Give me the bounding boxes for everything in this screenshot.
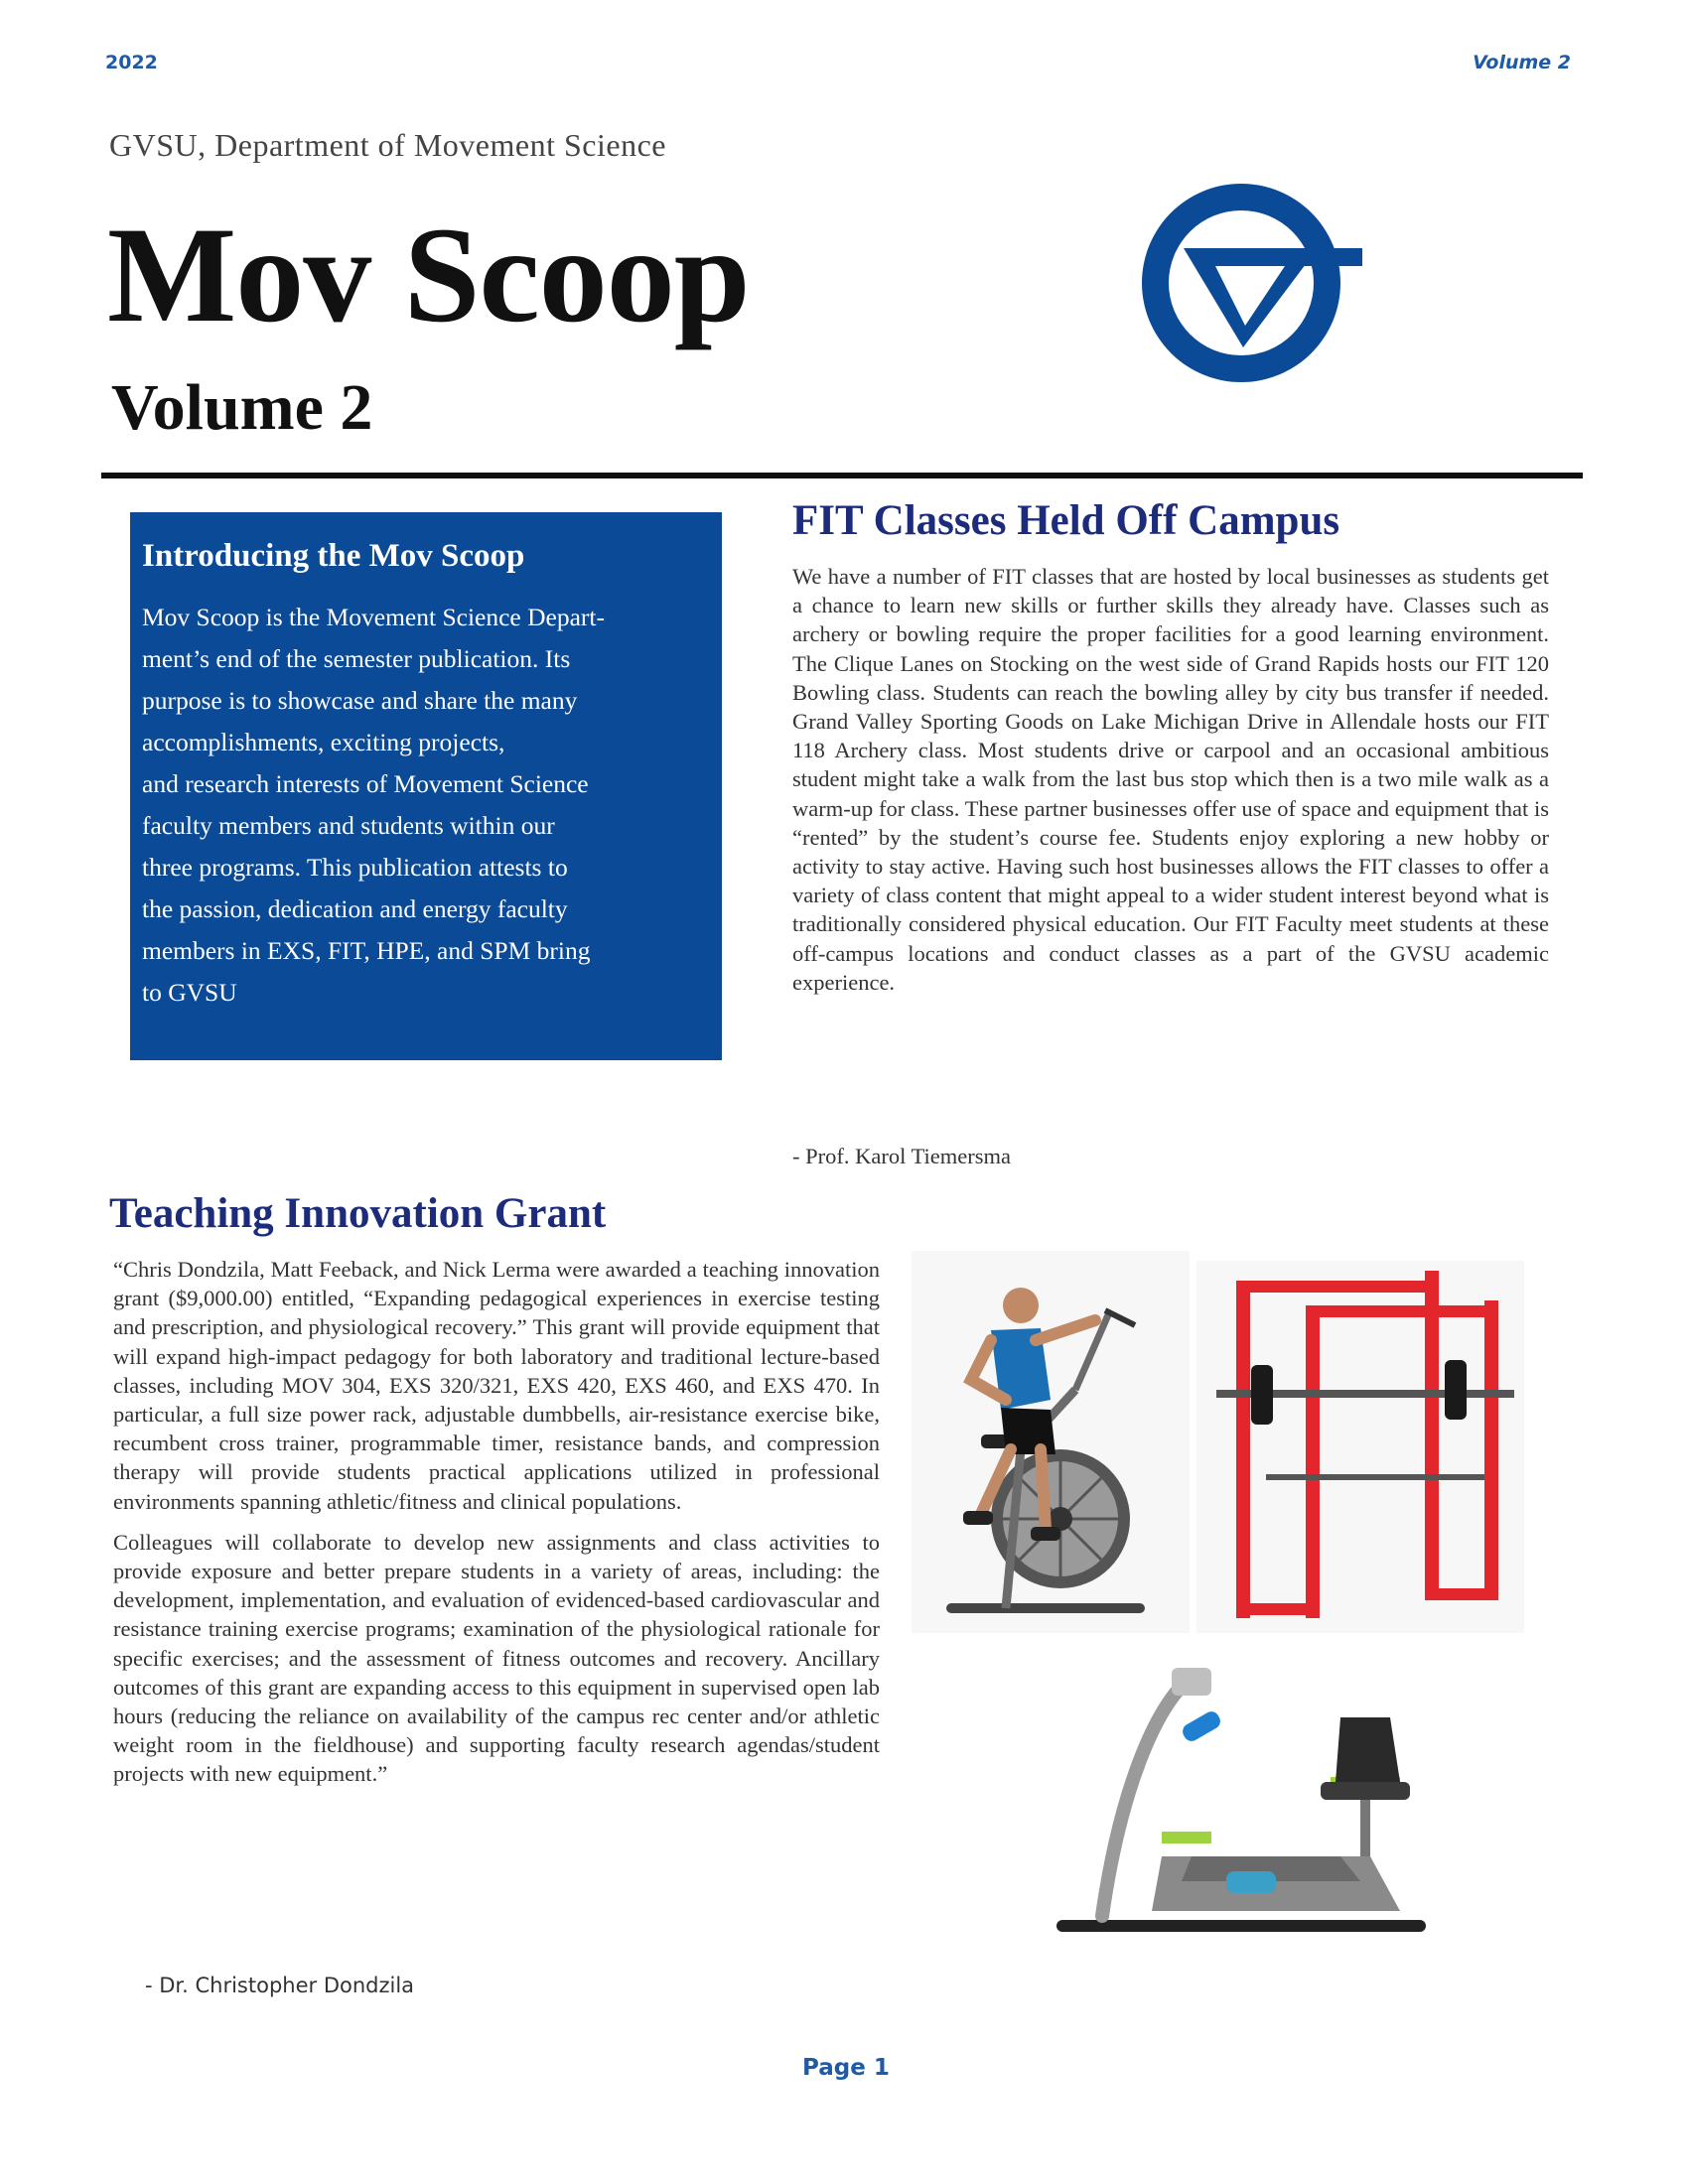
intro-line: and research interests of Movement Science (142, 769, 589, 798)
intro-line: Mov Scoop is the Movement Science Depart- (142, 603, 605, 631)
intro-line: ment’s end of the semester publication. Its (142, 644, 571, 673)
grant-article-body (113, 1255, 880, 1801)
fit-article-title: FIT Classes Held Off Campus (792, 497, 1340, 544)
fit-article-body: We have a number of FIT classes that are hosted by local businesses as students get a chance to learn new skills or further skills they already have. Classes such as archery or bowling require the proper facilities for a good learning environment. The Clique Lanes on Stocking on the west side of Grand Rapids hosts our FIT 120 Bowling class. Students can reach the bowling alley by city bus transfer if needed. Grand Valley Sporting Goods on Lake Michigan Drive in Allendale hosts our FIT 118 Archery class. Most students drive or carpool and an occasional ambitious student might take a walk from the last bus stop which then is a two mile walk as a warm-up for class. These partner businesses offer use of space and equipment that is “rented” by the student’s course fee. Students enjoy exploring a new hobby or activity to stay active. Having such host businesses allows the FIT classes to offer a variety of class content that might appeal to a wider student interest beyond what is traditionally considered physical education. Our FIT Faculty meet students at these off-campus locations and conduct classes as a part of the GVSU academic experience. (792, 564, 1549, 995)
power-rack-photo (1196, 1261, 1524, 1633)
intro-box (130, 512, 722, 1060)
intro-title: Introducing the Mov Scoop (142, 538, 525, 574)
newsletter-title: Mov Scoop (107, 199, 750, 350)
masthead-divider (101, 473, 1583, 478)
air-bike-photo (912, 1251, 1190, 1633)
intro-line: accomplishments, exciting projects, (142, 728, 505, 756)
intro-text (142, 597, 702, 1014)
recumbent-cross-trainer-photo (1043, 1658, 1440, 1956)
grant-article-signature: - Dr. Christopher Dondzila (145, 1974, 415, 1997)
intro-line: faculty members and students within our (142, 811, 555, 840)
department-name: GVSU, Department of Movement Science (109, 127, 666, 163)
intro-line: members in EXS, FIT, HPE, and SPM bring (142, 936, 591, 965)
page-number: Page 1 (802, 2055, 890, 2081)
fit-article-signature: - Prof. Karol Tiemersma (792, 1144, 1011, 1168)
gvsu-logo-icon (1124, 179, 1392, 387)
grant-paragraph: Colleagues will collaborate to develop new assignments and class activities to provide exposure and better prepare students in a variety of areas, including: the development, implementation, and evaluation of evidenced-based cardiovascular and resistance training exercise programs; examination of the physiological rationale for specific exercises; and the assessment of fitness outcomes and recovery. Ancillary outcomes of this grant are expanding access to this equipment in supervised open lab hours (reducing the reliance on availability of the campus rec center and/or athletic weight room in the fieldhouse) and supporting faculty research agendas/student projects with new equipment.” (113, 1529, 880, 1787)
volume-heading: Volume 2 (111, 371, 373, 444)
intro-line: three programs. This publication attests to (142, 853, 568, 882)
grant-paragraph: “Chris Dondzila, Matt Feeback, and Nick Lerma were awarded a teaching innovation grant ($9,000.00) entitled, “Expanding pedagogical experiences in exercise testing and prescription, and physiological recovery.” This grant will provide equipment that will expand high-impact pedagogy for both laboratory and traditional lecture-based classes, including MOV 304, EXS 320/321, EXS 420, EXS 460, and EXS 470. In particular, a full size power rack, adjustable dumbbells, air-resistance exercise bike, recumbent cross trainer, programmable timer, resistance bands, and compression therapy will provide students practical applications utilized in professional environments spanning athletic/fitness and clinical populations. (113, 1257, 880, 1514)
grant-article-title: Teaching Innovation Grant (109, 1190, 607, 1237)
intro-line: the passion, dedication and energy faculty (142, 894, 568, 923)
header-volume: Volume 2 (1473, 52, 1571, 73)
intro-line: purpose is to showcase and share the many (142, 686, 578, 715)
intro-line: to GVSU (142, 978, 237, 1007)
header-year: 2022 (105, 52, 158, 73)
